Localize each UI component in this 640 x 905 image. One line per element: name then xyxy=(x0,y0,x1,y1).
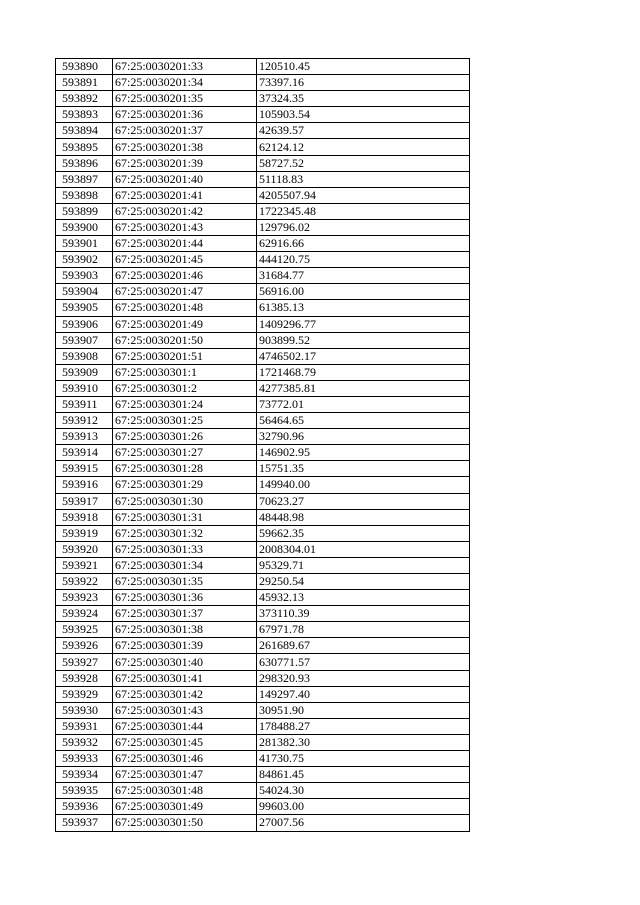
row-id-cell: 593922 xyxy=(56,574,113,590)
row-id-cell: 593909 xyxy=(56,364,113,380)
cadastral-code-cell: 67:25:0030301:32 xyxy=(113,525,257,541)
row-id-cell: 593892 xyxy=(56,91,113,107)
amount-cell: 4277385.81 xyxy=(257,380,470,396)
table-row xyxy=(56,252,470,268)
amount-cell: 444120.75 xyxy=(257,252,470,268)
table-row xyxy=(56,445,470,461)
table-row xyxy=(56,300,470,316)
amount-cell: 99603.00 xyxy=(257,799,470,815)
amount-cell: 56916.00 xyxy=(257,284,470,300)
cadastral-code-cell: 67:25:0030301:41 xyxy=(113,670,257,686)
amount-cell: 48448.98 xyxy=(257,509,470,525)
amount-cell: 27007.56 xyxy=(257,815,470,831)
row-id-cell: 593912 xyxy=(56,413,113,429)
table-row xyxy=(56,139,470,155)
row-id-cell: 593914 xyxy=(56,445,113,461)
amount-cell: 32790.96 xyxy=(257,429,470,445)
cadastral-code-cell: 67:25:0030301:47 xyxy=(113,767,257,783)
table-row xyxy=(56,622,470,638)
data-table-body xyxy=(56,59,470,832)
row-id-cell: 593928 xyxy=(56,670,113,686)
table-row xyxy=(56,59,470,75)
amount-cell: 15751.35 xyxy=(257,461,470,477)
amount-cell: 62124.12 xyxy=(257,139,470,155)
cadastral-code-cell: 67:25:0030301:46 xyxy=(113,751,257,767)
row-id-cell: 593930 xyxy=(56,702,113,718)
amount-cell: 1409296.77 xyxy=(257,316,470,332)
cadastral-code-cell: 67:25:0030301:40 xyxy=(113,654,257,670)
row-id-cell: 593927 xyxy=(56,654,113,670)
cadastral-code-cell: 67:25:0030301:37 xyxy=(113,606,257,622)
row-id-cell: 593918 xyxy=(56,509,113,525)
amount-cell: 73397.16 xyxy=(257,75,470,91)
row-id-cell: 593890 xyxy=(56,59,113,75)
cadastral-code-cell: 67:25:0030201:45 xyxy=(113,252,257,268)
amount-cell: 373110.39 xyxy=(257,606,470,622)
table-row xyxy=(56,783,470,799)
amount-cell: 62916.66 xyxy=(257,236,470,252)
row-id-cell: 593923 xyxy=(56,590,113,606)
amount-cell: 105903.54 xyxy=(257,107,470,123)
table-row xyxy=(56,461,470,477)
amount-cell: 178488.27 xyxy=(257,718,470,734)
table-row xyxy=(56,525,470,541)
row-id-cell: 593894 xyxy=(56,123,113,139)
table-row xyxy=(56,171,470,187)
table-row xyxy=(56,364,470,380)
amount-cell: 73772.01 xyxy=(257,396,470,412)
amount-cell: 903899.52 xyxy=(257,332,470,348)
table-row xyxy=(56,203,470,219)
table-row xyxy=(56,799,470,815)
table-row xyxy=(56,396,470,412)
row-id-cell: 593897 xyxy=(56,171,113,187)
cadastral-code-cell: 67:25:0030301:29 xyxy=(113,477,257,493)
cadastral-code-cell: 67:25:0030201:46 xyxy=(113,268,257,284)
amount-cell: 56464.65 xyxy=(257,413,470,429)
amount-cell: 45932.13 xyxy=(257,590,470,606)
row-id-cell: 593917 xyxy=(56,493,113,509)
table-row xyxy=(56,815,470,831)
row-id-cell: 593924 xyxy=(56,606,113,622)
amount-cell: 261689.67 xyxy=(257,638,470,654)
cadastral-code-cell: 67:25:0030301:26 xyxy=(113,429,257,445)
table-row xyxy=(56,413,470,429)
cadastral-code-cell: 67:25:0030301:31 xyxy=(113,509,257,525)
row-id-cell: 593934 xyxy=(56,767,113,783)
table-row xyxy=(56,590,470,606)
cadastral-code-cell: 67:25:0030301:45 xyxy=(113,734,257,750)
amount-cell: 4746502.17 xyxy=(257,348,470,364)
amount-cell: 149297.40 xyxy=(257,686,470,702)
amount-cell: 41730.75 xyxy=(257,751,470,767)
amount-cell: 61385.13 xyxy=(257,300,470,316)
cadastral-code-cell: 67:25:0030201:48 xyxy=(113,300,257,316)
amount-cell: 59662.35 xyxy=(257,525,470,541)
cadastral-code-cell: 67:25:0030301:25 xyxy=(113,413,257,429)
cadastral-code-cell: 67:25:0030301:27 xyxy=(113,445,257,461)
table-row xyxy=(56,75,470,91)
row-id-cell: 593901 xyxy=(56,236,113,252)
table-row xyxy=(56,541,470,557)
table-row xyxy=(56,316,470,332)
table-row xyxy=(56,718,470,734)
cadastral-code-cell: 67:25:0030301:2 xyxy=(113,380,257,396)
cadastral-code-cell: 67:25:0030301:33 xyxy=(113,541,257,557)
table-row xyxy=(56,670,470,686)
amount-cell: 120510.45 xyxy=(257,59,470,75)
cadastral-code-cell: 67:25:0030301:28 xyxy=(113,461,257,477)
data-table xyxy=(55,58,470,832)
row-id-cell: 593900 xyxy=(56,219,113,235)
amount-cell: 4205507.94 xyxy=(257,187,470,203)
row-id-cell: 593902 xyxy=(56,252,113,268)
row-id-cell: 593903 xyxy=(56,268,113,284)
amount-cell: 95329.71 xyxy=(257,557,470,573)
amount-cell: 630771.57 xyxy=(257,654,470,670)
table-row xyxy=(56,493,470,509)
table-row xyxy=(56,284,470,300)
cadastral-code-cell: 67:25:0030201:38 xyxy=(113,139,257,155)
row-id-cell: 593929 xyxy=(56,686,113,702)
row-id-cell: 593926 xyxy=(56,638,113,654)
amount-cell: 129796.02 xyxy=(257,219,470,235)
row-id-cell: 593893 xyxy=(56,107,113,123)
cadastral-code-cell: 67:25:0030301:38 xyxy=(113,622,257,638)
cadastral-code-cell: 67:25:0030301:50 xyxy=(113,815,257,831)
cadastral-code-cell: 67:25:0030301:36 xyxy=(113,590,257,606)
cadastral-code-cell: 67:25:0030201:37 xyxy=(113,123,257,139)
row-id-cell: 593925 xyxy=(56,622,113,638)
amount-cell: 1722345.48 xyxy=(257,203,470,219)
row-id-cell: 593935 xyxy=(56,783,113,799)
amount-cell: 84861.45 xyxy=(257,767,470,783)
row-id-cell: 593896 xyxy=(56,155,113,171)
table-row xyxy=(56,557,470,573)
table-row xyxy=(56,236,470,252)
amount-cell: 37324.35 xyxy=(257,91,470,107)
amount-cell: 70623.27 xyxy=(257,493,470,509)
row-id-cell: 593907 xyxy=(56,332,113,348)
amount-cell: 29250.54 xyxy=(257,574,470,590)
cadastral-code-cell: 67:25:0030301:39 xyxy=(113,638,257,654)
row-id-cell: 593919 xyxy=(56,525,113,541)
cadastral-code-cell: 67:25:0030301:34 xyxy=(113,557,257,573)
cadastral-code-cell: 67:25:0030201:39 xyxy=(113,155,257,171)
table-row xyxy=(56,509,470,525)
row-id-cell: 593921 xyxy=(56,557,113,573)
cadastral-code-cell: 67:25:0030301:42 xyxy=(113,686,257,702)
row-id-cell: 593895 xyxy=(56,139,113,155)
amount-cell: 54024.30 xyxy=(257,783,470,799)
row-id-cell: 593932 xyxy=(56,734,113,750)
cadastral-code-cell: 67:25:0030301:35 xyxy=(113,574,257,590)
cadastral-code-cell: 67:25:0030201:36 xyxy=(113,107,257,123)
amount-cell: 58727.52 xyxy=(257,155,470,171)
row-id-cell: 593905 xyxy=(56,300,113,316)
table-row xyxy=(56,348,470,364)
row-id-cell: 593920 xyxy=(56,541,113,557)
table-row xyxy=(56,107,470,123)
row-id-cell: 593910 xyxy=(56,380,113,396)
amount-cell: 281382.30 xyxy=(257,734,470,750)
table-row xyxy=(56,606,470,622)
cadastral-code-cell: 67:25:0030201:43 xyxy=(113,219,257,235)
table-row xyxy=(56,638,470,654)
table-row xyxy=(56,574,470,590)
table-row xyxy=(56,91,470,107)
row-id-cell: 593906 xyxy=(56,316,113,332)
cadastral-code-cell: 67:25:0030201:34 xyxy=(113,75,257,91)
table-row xyxy=(56,187,470,203)
row-id-cell: 593933 xyxy=(56,751,113,767)
cadastral-code-cell: 67:25:0030201:50 xyxy=(113,332,257,348)
table-row xyxy=(56,155,470,171)
table-row xyxy=(56,654,470,670)
row-id-cell: 593899 xyxy=(56,203,113,219)
table-row xyxy=(56,332,470,348)
table-row xyxy=(56,123,470,139)
table-row xyxy=(56,734,470,750)
cadastral-code-cell: 67:25:0030301:43 xyxy=(113,702,257,718)
row-id-cell: 593904 xyxy=(56,284,113,300)
amount-cell: 30951.90 xyxy=(257,702,470,718)
table-row xyxy=(56,219,470,235)
cadastral-code-cell: 67:25:0030201:51 xyxy=(113,348,257,364)
amount-cell: 149940.00 xyxy=(257,477,470,493)
cadastral-code-cell: 67:25:0030301:1 xyxy=(113,364,257,380)
cadastral-code-cell: 67:25:0030201:40 xyxy=(113,171,257,187)
table-row xyxy=(56,268,470,284)
cadastral-code-cell: 67:25:0030201:47 xyxy=(113,284,257,300)
cadastral-code-cell: 67:25:0030301:44 xyxy=(113,718,257,734)
cadastral-code-cell: 67:25:0030201:33 xyxy=(113,59,257,75)
row-id-cell: 593916 xyxy=(56,477,113,493)
table-row xyxy=(56,702,470,718)
table-row xyxy=(56,767,470,783)
row-id-cell: 593908 xyxy=(56,348,113,364)
cadastral-code-cell: 67:25:0030301:49 xyxy=(113,799,257,815)
cadastral-code-cell: 67:25:0030201:35 xyxy=(113,91,257,107)
cadastral-code-cell: 67:25:0030301:48 xyxy=(113,783,257,799)
amount-cell: 67971.78 xyxy=(257,622,470,638)
row-id-cell: 593913 xyxy=(56,429,113,445)
amount-cell: 51118.83 xyxy=(257,171,470,187)
amount-cell: 1721468.79 xyxy=(257,364,470,380)
amount-cell: 298320.93 xyxy=(257,670,470,686)
table-row xyxy=(56,380,470,396)
table-row xyxy=(56,477,470,493)
amount-cell: 31684.77 xyxy=(257,268,470,284)
amount-cell: 2008304.01 xyxy=(257,541,470,557)
row-id-cell: 593931 xyxy=(56,718,113,734)
cadastral-code-cell: 67:25:0030201:44 xyxy=(113,236,257,252)
table-row xyxy=(56,686,470,702)
cadastral-code-cell: 67:25:0030201:42 xyxy=(113,203,257,219)
row-id-cell: 593915 xyxy=(56,461,113,477)
cadastral-code-cell: 67:25:0030201:41 xyxy=(113,187,257,203)
row-id-cell: 593936 xyxy=(56,799,113,815)
cadastral-code-cell: 67:25:0030301:30 xyxy=(113,493,257,509)
cadastral-code-cell: 67:25:0030301:24 xyxy=(113,396,257,412)
cadastral-code-cell: 67:25:0030201:49 xyxy=(113,316,257,332)
amount-cell: 42639.57 xyxy=(257,123,470,139)
row-id-cell: 593937 xyxy=(56,815,113,831)
row-id-cell: 593911 xyxy=(56,396,113,412)
row-id-cell: 593898 xyxy=(56,187,113,203)
amount-cell: 146902.95 xyxy=(257,445,470,461)
row-id-cell: 593891 xyxy=(56,75,113,91)
table-row xyxy=(56,751,470,767)
table-row xyxy=(56,429,470,445)
